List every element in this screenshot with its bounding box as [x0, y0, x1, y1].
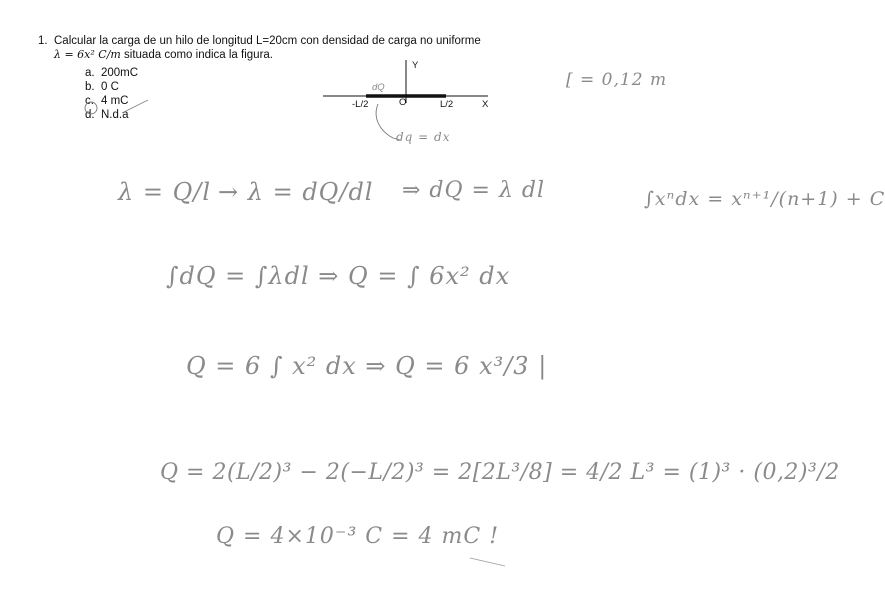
hw-integral-rule: ∫xⁿdx = xⁿ⁺¹/(n+1) + C: [644, 188, 885, 210]
origin-label: O: [399, 97, 407, 108]
half-length-label: L/2: [440, 99, 454, 110]
option-text: N.d.a: [101, 109, 129, 121]
dq-dx-note: dq = dx: [396, 130, 451, 144]
question-number: 1.: [38, 35, 48, 47]
hw-line1-b: → λ = dQ/dl: [218, 178, 374, 206]
final-underline: [470, 558, 505, 566]
dq-label: dQ: [372, 82, 385, 93]
x-axis-label: X: [482, 99, 489, 110]
option-letter: c.: [85, 95, 94, 107]
hw-line1-a: λ = Q/l: [118, 178, 212, 206]
hw-line5: Q = 4×10⁻³ C = 4 mC !: [216, 524, 500, 549]
option-text: 4 mC: [101, 95, 129, 107]
y-axis-label: Y: [412, 60, 419, 71]
option-letter: b.: [85, 81, 95, 93]
lambda-expression: λ = 6x² C/m: [54, 48, 121, 61]
hw-line2: ∫dQ = ∫λdl ⇒ Q = ∫ 6x² dx: [166, 262, 511, 290]
answer-circle-mark: [85, 102, 97, 114]
hw-line4: Q = 2(L/2)³ − 2(−L/2)³ = 2[2L³/8] = 4/2 L³ = (1)³ · (0,2)³/2: [160, 460, 840, 485]
minus-half-length-label: -L/2: [352, 99, 369, 110]
question-line2-rest: situada como indica la figura.: [120, 49, 273, 61]
hw-line1-c: ⇒ dQ = λ dl: [402, 178, 546, 203]
option-letter: d.: [85, 109, 95, 121]
length-side-note: [ = 0,12 m: [566, 70, 668, 90]
answer-check-stroke: [122, 100, 148, 113]
option-letter: a.: [85, 67, 95, 79]
option-text: 0 C: [101, 81, 119, 93]
option-text: 200mC: [101, 67, 139, 79]
question-text: Calcular la carga de un hilo de longitud L=20cm con densidad de carga no uniforme: [54, 35, 481, 47]
hw-line3: Q = 6 ∫ x² dx ⇒ Q = 6 x³/3 |: [186, 352, 548, 380]
